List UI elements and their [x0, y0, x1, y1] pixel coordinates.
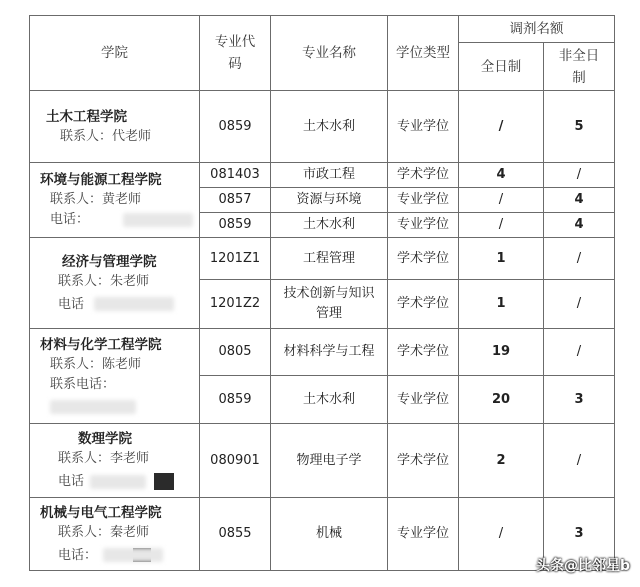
full-time-cell: 4 [459, 163, 544, 188]
redacted-phone [50, 400, 136, 414]
full-time-cell: 19 [459, 329, 544, 376]
header-major: 专业名称 [271, 16, 388, 91]
part-time-cell: 5 [544, 91, 615, 163]
major-cell: 市政工程 [271, 163, 388, 188]
part-time-cell: / [544, 424, 615, 498]
contact-line: 联系人：黄老师 [50, 192, 142, 207]
phone-line: 电话： [50, 211, 199, 229]
college-cell [30, 163, 200, 238]
code-cell: 081403 [200, 163, 271, 188]
code-cell: 1201Z2 [200, 280, 271, 329]
full-time-cell: / [459, 498, 544, 571]
contact-line: 联系人：陈老师 [50, 357, 142, 372]
phone-line: 电话： [58, 547, 199, 565]
degree-cell: 专业学位 [388, 91, 459, 163]
part-time-cell: / [544, 329, 615, 376]
code-cell: 0857 [200, 188, 271, 213]
redaction-block [154, 473, 174, 490]
redacted-phone [103, 548, 163, 562]
college-cell [30, 238, 200, 329]
contact-line: 联系人：秦老师 [58, 524, 150, 540]
part-time-cell: 3 [544, 376, 615, 424]
college-cell [30, 498, 200, 571]
full-time-cell: 2 [459, 424, 544, 498]
college-name: 材料与化学工程学院 [40, 337, 162, 353]
code-cell: 0859 [200, 91, 271, 163]
watermark: 头条@比邻星b [535, 558, 630, 574]
adjustment-quota-table [29, 15, 615, 571]
full-time-cell: / [459, 188, 544, 213]
code-cell: 0855 [200, 498, 271, 571]
degree-cell: 专业学位 [388, 213, 459, 238]
degree-cell: 学术学位 [388, 329, 459, 376]
major-cell: 土木水利 [271, 91, 388, 163]
major-cell: 工程管理 [271, 238, 388, 280]
code-cell: 0859 [200, 213, 271, 238]
contact-line: 联系人：代老师 [60, 128, 152, 144]
header-college: 学院 [30, 16, 200, 91]
contact-line: 联系人：李老师 [58, 451, 150, 466]
major-cell: 物理电子学 [271, 424, 388, 498]
college-name: 环境与能源工程学院 [40, 172, 162, 188]
redacted-phone-line [50, 398, 199, 416]
code-cell: 0859 [200, 376, 271, 424]
college-cell [30, 329, 200, 424]
code-cell: 080901 [200, 424, 271, 498]
phone-line: 电话 [58, 296, 199, 314]
degree-cell: 学术学位 [388, 238, 459, 280]
degree-cell: 学术学位 [388, 424, 459, 498]
major-cell: 材料科学与工程 [271, 329, 388, 376]
code-cell: 1201Z1 [200, 238, 271, 280]
redacted-phone [123, 213, 193, 227]
part-time-cell: 3 [544, 498, 615, 571]
phone-line: 电话 [58, 473, 199, 491]
full-time-cell: 1 [459, 238, 544, 280]
major-cell: 土木水利 [271, 213, 388, 238]
college-name: 机械与电气工程学院 [40, 504, 162, 521]
degree-cell: 专业学位 [388, 376, 459, 424]
redacted-phone [94, 297, 174, 311]
college-name: 土木工程学院 [46, 108, 127, 125]
major-cell: 土木水利 [271, 376, 388, 424]
phone-line: 联系电话： [50, 377, 116, 392]
code-cell: 0805 [200, 329, 271, 376]
header-part-time: 非全日制 [544, 43, 615, 91]
part-time-cell: 4 [544, 188, 615, 213]
degree-cell: 学术学位 [388, 280, 459, 329]
degree-cell: 专业学位 [388, 498, 459, 571]
contact-line: 联系人：朱老师 [58, 273, 150, 289]
redacted-phone [90, 475, 146, 489]
part-time-cell: / [544, 163, 615, 188]
major-cell: 资源与环境 [271, 188, 388, 213]
college-cell [30, 91, 200, 163]
degree-cell: 专业学位 [388, 188, 459, 213]
part-time-cell: / [544, 280, 615, 329]
full-time-cell: 20 [459, 376, 544, 424]
major-cell: 技术创新与知识管理 [271, 280, 388, 329]
full-time-cell: / [459, 91, 544, 163]
header-code: 专业代码 [200, 16, 271, 91]
header-quota: 调剂名额 [459, 16, 615, 43]
part-time-cell: / [544, 238, 615, 280]
header-full-time: 全日制 [459, 43, 544, 91]
full-time-cell: / [459, 213, 544, 238]
college-name: 数理学院 [78, 431, 132, 447]
part-time-cell: 4 [544, 213, 615, 238]
degree-cell: 学术学位 [388, 163, 459, 188]
college-cell [30, 424, 200, 498]
header-degree-type: 学位类型 [388, 16, 459, 91]
full-time-cell: 1 [459, 280, 544, 329]
major-cell: 机械 [271, 498, 388, 571]
college-name: 经济与管理学院 [62, 253, 157, 270]
